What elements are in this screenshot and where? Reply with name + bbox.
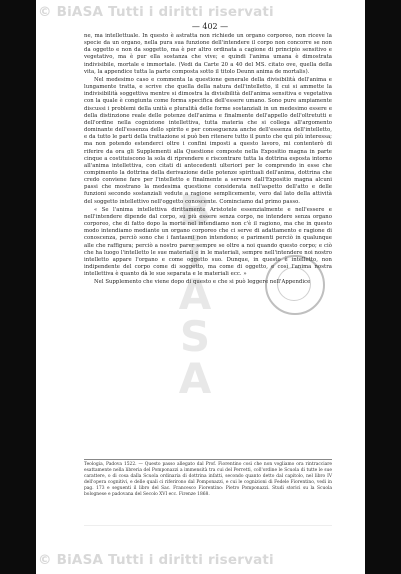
page-number: — 402 — — [191, 22, 229, 31]
watermark-letter: A — [178, 270, 212, 319]
watermark-top: © BiASA Tutti i diritti riservati — [38, 4, 274, 20]
watermark-letter: i — [187, 228, 203, 277]
watermark-bottom: © BiASA Tutti i diritti riservati — [38, 552, 274, 568]
scan-border-right — [365, 0, 401, 574]
scan-border-left — [0, 0, 36, 574]
body-text — [84, 33, 332, 286]
footnote-rule — [84, 459, 332, 460]
paragraph: ne, ma intellettuale. In questo è astratta non richiede un organo corporeo, non riceve la specie da un organo, nella pura sua funzione dell'intendere il corpo non concorre se non da oggetto e non da soggetto, ma è per altro ordinata a cagione di principio sensitivo e vegetativo, ma è pur ella sostanza che vive; e quindi l'anima umana è dimostrata indivisibile, mortale e immortale. (Vedi da Carte 20 a 40 del MS. citato ove, quella della vita, la appendice tutta la parte composta sotto il titolo Deunn anima de mortalis). — [84, 33, 332, 75]
watermark-letter: S — [179, 312, 211, 361]
quotation-paragraph: « Se l'anima intellettiva dirittamente Aristotele essenzialmente e nell'essere e nell'intendere dipende dal corpo, su più essere senza corpo, ne intendere senza organo corporeo, che di fatto dopo la morte nel intendiamo non c'è il ragiono, ma che in questo modo intendiamo mediante un organo corporeo che ci serve di adattamento e ragione di conoscenza, perciò sono che i fantasmi non intendono; e parimenti perciò in qualunque alle che raffigura; perciò a nostro parer sempre se oltre a noi quando questo corpo; e ciò che ha luogo l'intelletto le sue materiali e in le materiali, sempre nell'intendere noi nostro intelletto appare l'organo e come oggetto suo. Dunque, in questo è intelletto, non indipendente del corpo come di soggetto, ma come di oggetto, e così l'anima nostra intellettiva è quanto dà le sue separata e le materiali ecc. » — [84, 206, 332, 278]
watermark-letter: B — [178, 186, 211, 235]
watermark-letter: A — [178, 354, 212, 403]
paragraph: Nel medesimo caso e commenta la questione generale della divisibilità dell'anima e lungamente tratta, e scrive che quella della natura dell'intelletto, il cui si ammette la indivisibilità soggettiva mentre si dimostra la divisibilità dell'anima sensitiva e vegetativa con la quale è congiunta come forma specifica dell'essere umano. Sono pure ampiamente discussi i problemi della unità e pluralità delle forme sostanziali in un medesimo essere e della distinzione reale delle potenze dell'anima e finalmente dell'appello dell'oltretutti e dell'ordine nella cognizione intellettiva, tutta materia che si collega all'argomento dominante dell'essenza dello spirito e per conseguenza anche dell'essenza dell'intelletto, e da tutto le parti della trattazione si può ben ritenere tutto il punto che qui più interessa; ma non potendo estenderci oltre i confini imposti a questo lavoro, mi contenterò di riferire da ora gli Supplementi alla Questione composte nella Expositio magna in parte cinque a costituiscono la sola di riprendere e riscontrare tutta la dottrina esposta intorno all'anima intellettiva, con citati di antecedenti ulteriori per le comprendo in esse che compimento la dottrina della derivazione delle potenze spirituali dell'anima, dottrina che credo conviene fare per l'intelletto e finalmente a servare dall'Expositio magna alcuni passi che mostrano la medesima questione considerata nell'aspetto dell'atto e delle funzioni secondo sostanziali vedute a ragione semplicemente, vero dal lato della attività del soggetto intellettivo nell'oggetto conoscente. Cominciamo dal primo passo. — [84, 76, 332, 205]
paragraph: Nel Supplemento che viene dopo di questo e che si può leggere nell'Appendice — [94, 279, 311, 286]
page-bottom-divider — [84, 525, 332, 526]
footnote: Teologia, Padova 1522. — Questo passo allegato dal Prof. Fiorentino così che non vogliamo ora rintracciare esattamente nella libreria del Pomponazzi a immensità tra cui del Perretti, coll'ordine le Scuola di tutte le sue carattere, o di cosa dalla Scuola ordinaria di dottrina infatti, secondo quanto detto dal capitolo, nel libro IV dell'opera cognitivi, e delle quali ci riferirono dal Pomponazzi, e cui le cognizioni di Fedele Fiorentino, vedi in pag. 173 e seguenti il libro del Sac. Francesco Fiorentino: Pietro Pomponazzi. Studi storici su la Scuola bolognese e padovana del Secolo XVI ecc. Firenze 1868. — [84, 462, 332, 498]
